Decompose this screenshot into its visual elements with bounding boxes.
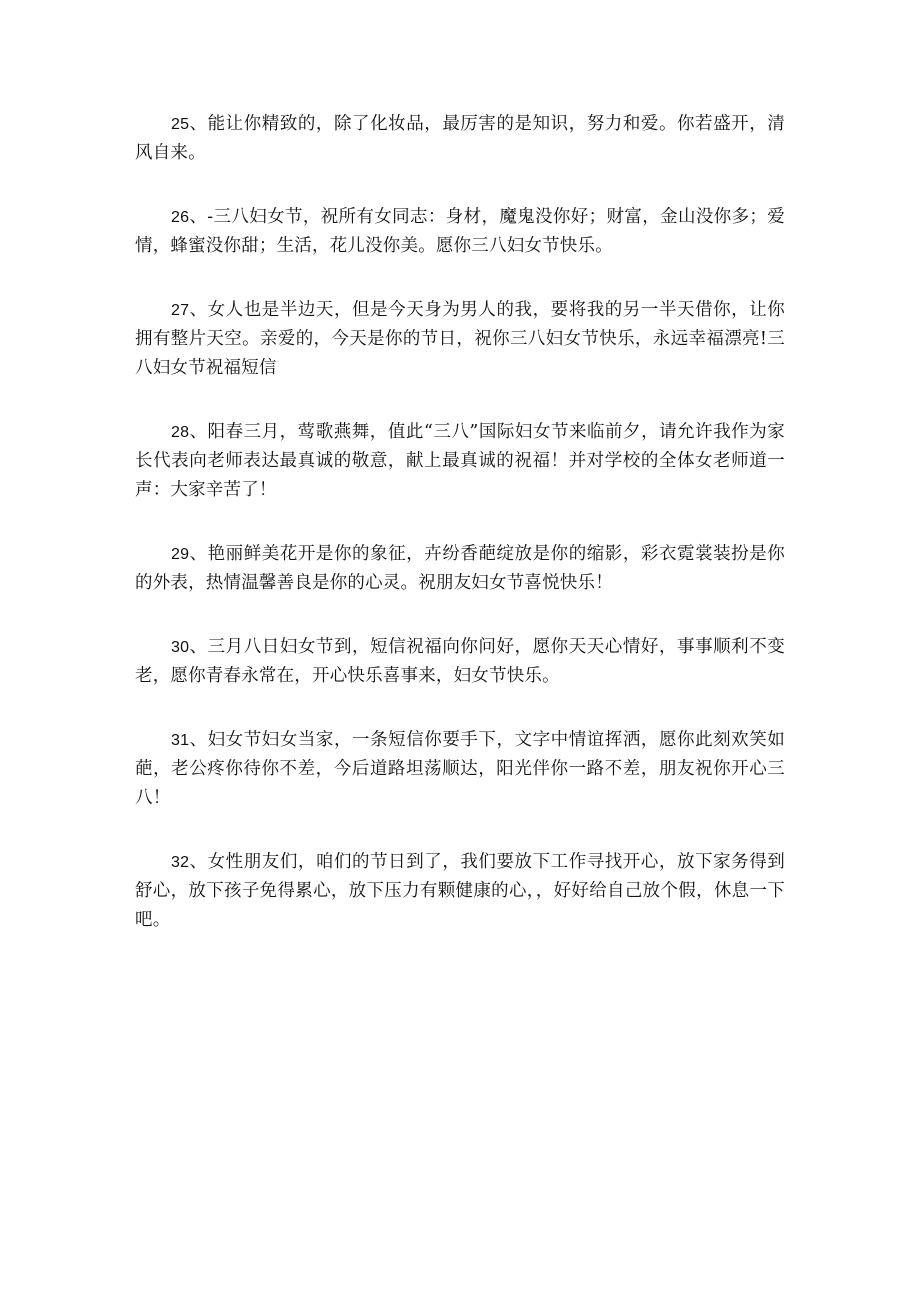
paragraph-text: 、妇女节妇女当家，一条短信你要手下，文字中情谊挥洒，愿你此刻欢笑如葩，老公疼你待你不差，今后道路坦荡顺达，阳光伴你一路不差，朋友祝你开心三八！: [135, 730, 785, 808]
paragraph-text: 、女人也是半边天，但是今天身为男人的我，要将我的另一半天借你，让你拥有整片天空。亲爱的，今天是你的节日，祝你三八妇女节快乐，永远幸福漂亮!三八妇女节祝福短信: [135, 300, 785, 378]
paragraph-26: [135, 203, 785, 261]
paragraph-31: [135, 726, 785, 813]
paragraph-number: 26: [171, 209, 190, 226]
paragraph-28: [135, 418, 785, 505]
paragraph-number: 31: [171, 732, 190, 749]
paragraph-text: 、艳丽鲜美花开是你的象征，卉纷香葩绽放是你的缩影，彩衣霓裳装扮是你的外表，热情温馨善良是你的心灵。祝朋友妇女节喜悦快乐！: [135, 544, 785, 593]
paragraph-number: 25: [171, 116, 190, 133]
paragraph-text: 、女性朋友们，咱们的节日到了，我们要放下工作寻找开心，放下家务得到舒心，放下孩子免得累心，放下压力有颗健康的心，，好好给自己放个假，休息一下吧。: [135, 852, 785, 930]
paragraph-27: [135, 296, 785, 383]
document-body: [135, 110, 785, 970]
paragraph-number: 29: [171, 546, 190, 563]
paragraph-text: 、三月八日妇女节到，短信祝福向你问好，愿你天天心情好，事事顺利不变老，愿你青春永常在，开心快乐喜事来，妇女节快乐。: [135, 637, 785, 686]
paragraph-32: [135, 848, 785, 935]
paragraph-25: [135, 110, 785, 168]
paragraph-number: 27: [171, 302, 190, 319]
paragraph-text: 、阳春三月，莺歌燕舞，值此“三八”国际妇女节来临前夕，请允许我作为家长代表向老师表达最真诚的敬意，献上最真诚的祝福！并对学校的全体女老师道一声：大家辛苦了！: [135, 422, 785, 500]
paragraph-number: 30: [171, 639, 190, 656]
paragraph-30: [135, 633, 785, 691]
paragraph-number: 32: [171, 854, 190, 871]
paragraph-29: [135, 540, 785, 598]
paragraph-text: 、能让你精致的，除了化妆品，最厉害的是知识，努力和爱。你若盛开，清风自来。: [135, 114, 785, 163]
paragraph-text: 、-三八妇女节，祝所有女同志：身材，魔鬼没你好；财富，金山没你多；爱情，蜂蜜没你甜；生活，花儿没你美。愿你三八妇女节快乐。: [135, 207, 785, 256]
paragraph-number: 28: [171, 424, 190, 441]
